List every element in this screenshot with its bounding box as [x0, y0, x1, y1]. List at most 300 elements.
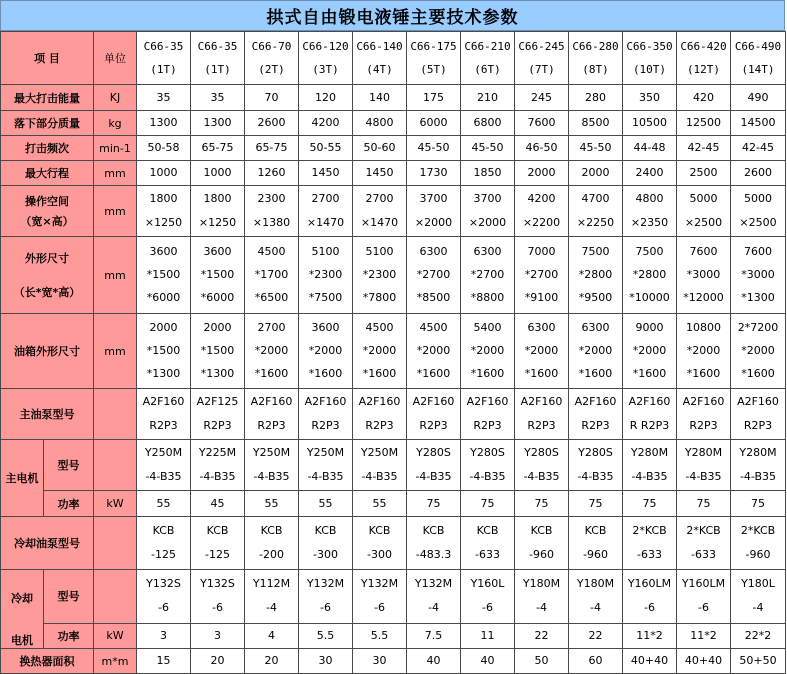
- row-label-line: （长*宽*高）: [13, 286, 81, 299]
- cell-line: Y160L: [470, 577, 505, 591]
- cell-line: 2700: [257, 321, 286, 334]
- cell-line: 7000: [527, 245, 556, 258]
- table-cell: [623, 570, 677, 624]
- table-cell: [569, 517, 623, 570]
- table-cell: 50-58: [137, 136, 191, 161]
- row-cool-motor-power: [1, 623, 786, 648]
- cell-line: *2800: [632, 268, 667, 281]
- table-cell: [515, 517, 569, 570]
- table-cell: [245, 314, 299, 389]
- table-cell: 2600: [731, 161, 786, 186]
- row-motor-power: [1, 491, 786, 517]
- cell-line: -4-B35: [469, 470, 506, 483]
- table-cell: [407, 237, 461, 314]
- cell-line: *3000: [686, 268, 721, 281]
- cell-line: Y160LM: [681, 577, 726, 591]
- row-cool-motor-model: [1, 570, 786, 624]
- cool-motor-group-label: [1, 570, 44, 649]
- table-cell: [731, 389, 786, 440]
- cell-line: -300: [313, 548, 338, 561]
- cell-line: -6: [158, 601, 169, 615]
- model-name: C66-35: [197, 40, 238, 53]
- row-label: [1, 186, 94, 237]
- cell-line: -6: [644, 601, 655, 615]
- cell-line: Y132M: [414, 577, 453, 591]
- cell-line: *1600: [308, 367, 343, 380]
- table-cell: 65-75: [245, 136, 299, 161]
- model-header: [461, 32, 515, 85]
- row-unit: m*m: [94, 649, 137, 674]
- table-cell: [407, 389, 461, 440]
- cell-line: *6000: [146, 291, 181, 304]
- row-freq: [1, 136, 786, 161]
- cell-line: A2F160: [358, 395, 401, 408]
- table-cell: 1850: [461, 161, 515, 186]
- cell-line: *1500: [146, 268, 181, 281]
- cell-line: R2P3: [365, 419, 394, 432]
- table-cell: 4200: [299, 111, 353, 136]
- table-cell: [407, 440, 461, 491]
- cell-line: *1600: [416, 367, 451, 380]
- table-cell: 75: [515, 491, 569, 517]
- cell-line: *2000: [632, 344, 667, 357]
- model-header: [569, 32, 623, 85]
- table-cell: 4800: [353, 111, 407, 136]
- cell-line: *2000: [686, 344, 721, 357]
- table-cell: 1450: [353, 161, 407, 186]
- model-header: [515, 32, 569, 85]
- row-dims: [1, 237, 786, 314]
- cell-line: 5000: [744, 192, 772, 205]
- cell-line: 4200: [527, 192, 556, 205]
- item-header: 项 目: [1, 32, 94, 85]
- table-cell: [677, 570, 731, 624]
- table-cell: 42-45: [731, 136, 786, 161]
- cell-line: *1300: [200, 367, 235, 380]
- cell-line: -4-B35: [199, 470, 236, 483]
- table-cell: [245, 237, 299, 314]
- table-cell: [245, 186, 299, 237]
- row-pump: [1, 389, 786, 440]
- row-stroke: [1, 161, 786, 186]
- model-header: [191, 32, 245, 85]
- table-cell: [137, 186, 191, 237]
- table-cell: [137, 237, 191, 314]
- cell-line: 6300: [419, 245, 448, 258]
- cell-line: 5100: [311, 245, 340, 258]
- table-cell: 2600: [245, 111, 299, 136]
- table-cell: 42-45: [677, 136, 731, 161]
- header-row: [1, 32, 786, 85]
- cell-line: *8800: [470, 291, 505, 304]
- table-cell: [623, 440, 677, 491]
- group-label-bottom: 电机: [11, 634, 33, 647]
- table-cell: [677, 517, 731, 570]
- table-cell: [515, 440, 569, 491]
- table-cell: 490: [731, 85, 786, 111]
- model-name: C66-120: [302, 40, 349, 53]
- table-cell: [299, 440, 353, 491]
- cell-line: *2700: [416, 268, 451, 281]
- table-cell: 7600: [515, 111, 569, 136]
- row-motor-model: [1, 440, 786, 491]
- table-cell: [515, 237, 569, 314]
- cell-line: 3700: [473, 192, 502, 205]
- cell-line: A2F160: [412, 395, 455, 408]
- cell-line: 2700: [311, 192, 340, 205]
- table-cell: [677, 186, 731, 237]
- cell-line: *12000: [683, 291, 724, 304]
- model-header: [407, 32, 461, 85]
- cell-line: Y180L: [741, 577, 775, 591]
- row-label: 最大打击能量: [1, 85, 94, 111]
- cell-line: 2000: [149, 321, 178, 334]
- row-mass: [1, 111, 786, 136]
- model-tonnage: (1T): [150, 63, 177, 76]
- cell-line: A2F160: [250, 395, 293, 408]
- cell-line: A2F160: [628, 395, 671, 408]
- table-cell: 50+50: [731, 649, 786, 674]
- table-cell: 50-60: [353, 136, 407, 161]
- cell-line: 4700: [581, 192, 610, 205]
- cell-line: 10800: [686, 321, 721, 334]
- cell-line: 2300: [257, 192, 286, 205]
- table-cell: 1300: [191, 111, 245, 136]
- cell-line: A2F160: [142, 395, 185, 408]
- unit-header: 单位: [94, 32, 137, 85]
- cell-line: A2F125: [196, 395, 239, 408]
- table-cell: 1450: [299, 161, 353, 186]
- table-cell: 120: [299, 85, 353, 111]
- table-cell: 6000: [407, 111, 461, 136]
- cell-line: Y180M: [522, 577, 561, 591]
- cell-line: -4: [752, 601, 764, 615]
- cell-line: *1500: [146, 344, 181, 357]
- table-cell: [461, 570, 515, 624]
- cell-line: ×1470: [306, 216, 345, 229]
- table-cell: 11*2: [623, 623, 677, 648]
- cell-line: -4: [536, 601, 547, 615]
- cell-line: *1300: [741, 291, 775, 304]
- table-cell: 210: [461, 85, 515, 111]
- table-cell: [353, 389, 407, 440]
- table-cell: 44-48: [623, 136, 677, 161]
- table-cell: 22: [569, 623, 623, 648]
- cell-line: -960: [529, 548, 554, 561]
- cell-line: -4-B35: [577, 470, 614, 483]
- row-space: [1, 186, 786, 237]
- table-cell: 75: [623, 491, 677, 517]
- cell-line: KCB: [476, 524, 499, 537]
- table-cell: [353, 314, 407, 389]
- cell-line: *1500: [200, 268, 235, 281]
- cell-line: ×1470: [360, 216, 399, 229]
- row-label: 最大行程: [1, 161, 94, 186]
- cool-motor-model-label: 型号: [44, 570, 94, 624]
- cell-line: *2800: [578, 268, 613, 281]
- table-cell: 75: [407, 491, 461, 517]
- cell-line: ×2000: [414, 216, 453, 229]
- cell-line: *2000: [578, 344, 613, 357]
- table-cell: [407, 517, 461, 570]
- row-unit: kW: [94, 491, 137, 517]
- cell-line: Y112M: [252, 577, 291, 591]
- cell-line: *2000: [741, 344, 775, 357]
- table-cell: 45-50: [569, 136, 623, 161]
- table-cell: [515, 314, 569, 389]
- table-cell: [731, 314, 786, 389]
- cell-line: -6: [374, 601, 385, 615]
- table-cell: 55: [299, 491, 353, 517]
- table-cell: [677, 314, 731, 389]
- table-cell: [299, 517, 353, 570]
- cell-line: -200: [259, 548, 284, 561]
- model-tonnage: (7T): [528, 63, 555, 76]
- cell-line: 3600: [149, 245, 178, 258]
- cell-line: 2*KCB: [632, 524, 667, 537]
- cell-line: KCB: [422, 524, 445, 537]
- table-cell: [299, 314, 353, 389]
- table-cell: 1260: [245, 161, 299, 186]
- table-cell: 14500: [731, 111, 786, 136]
- cell-line: *1500: [200, 344, 235, 357]
- table-cell: 3: [137, 623, 191, 648]
- row-unit: mm: [94, 314, 137, 389]
- row-label-line: （宽×高）: [20, 215, 74, 228]
- cell-line: 5000: [689, 192, 718, 205]
- table-cell: [461, 440, 515, 491]
- table-cell: [623, 389, 677, 440]
- motor-model-label: 型号: [44, 440, 94, 491]
- model-name: C66-245: [518, 40, 565, 53]
- row-label: [1, 237, 94, 314]
- row-label: 换热器面积: [1, 649, 94, 674]
- cell-line: R2P3: [689, 419, 718, 432]
- table-cell: [569, 440, 623, 491]
- table-cell: [623, 237, 677, 314]
- cell-line: -4-B35: [361, 470, 398, 483]
- cell-line: -4-B35: [145, 470, 182, 483]
- row-label: 冷却油泵型号: [1, 517, 94, 570]
- cell-line: Y250M: [144, 446, 183, 459]
- cell-line: 1800: [149, 192, 178, 205]
- cell-line: Y180M: [576, 577, 615, 591]
- table-cell: [461, 389, 515, 440]
- table-cell: 5.5: [299, 623, 353, 648]
- cell-line: -483.3: [415, 548, 452, 561]
- cell-line: *1700: [254, 268, 289, 281]
- row-unit: mm: [94, 186, 137, 237]
- model-header: [245, 32, 299, 85]
- table-cell: 12500: [677, 111, 731, 136]
- cell-line: ×1250: [144, 216, 183, 229]
- model-header: [353, 32, 407, 85]
- model-header: [623, 32, 677, 85]
- cell-line: ×2500: [684, 216, 723, 229]
- table-cell: 4: [245, 623, 299, 648]
- cell-line: -4-B35: [631, 470, 668, 483]
- cell-line: *10000: [629, 291, 670, 304]
- model-name: C66-210: [464, 40, 511, 53]
- model-header: [137, 32, 191, 85]
- model-tonnage: (2T): [258, 63, 285, 76]
- cell-line: R2P3: [257, 419, 286, 432]
- row-unit: kg: [94, 111, 137, 136]
- table-cell: 1000: [137, 161, 191, 186]
- row-unit: [94, 517, 137, 570]
- cell-line: -633: [475, 548, 500, 561]
- cell-line: 6300: [581, 321, 610, 334]
- cell-line: *2000: [308, 344, 343, 357]
- cell-line: *1600: [254, 367, 289, 380]
- cell-line: *2700: [524, 268, 559, 281]
- table-cell: [569, 186, 623, 237]
- table-cell: [353, 570, 407, 624]
- cell-line: 5400: [473, 321, 502, 334]
- table-cell: [623, 314, 677, 389]
- cell-line: R2P3: [743, 419, 773, 432]
- table-cell: [137, 517, 191, 570]
- cell-line: Y280M: [684, 446, 723, 459]
- cell-line: ×2500: [739, 216, 777, 229]
- cell-line: Y280S: [416, 446, 451, 459]
- cell-line: -633: [637, 548, 662, 561]
- table-cell: 350: [623, 85, 677, 111]
- cell-line: *2300: [308, 268, 343, 281]
- table-cell: 2000: [515, 161, 569, 186]
- cell-line: 2*KCB: [686, 524, 721, 537]
- cell-line: KCB: [368, 524, 391, 537]
- cell-line: Y160LM: [627, 577, 672, 591]
- cell-line: -960: [583, 548, 608, 561]
- table-cell: 1730: [407, 161, 461, 186]
- row-unit: [94, 440, 137, 491]
- cell-line: *2000: [524, 344, 559, 357]
- cell-line: -4-B35: [307, 470, 344, 483]
- model-header: [731, 32, 786, 85]
- row-tank: [1, 314, 786, 389]
- table-cell: 11: [461, 623, 515, 648]
- table-cell: 75: [731, 491, 786, 517]
- cell-line: KCB: [206, 524, 229, 537]
- cell-line: Y280M: [739, 446, 777, 459]
- cell-line: Y280S: [578, 446, 613, 459]
- table-cell: 35: [137, 85, 191, 111]
- cell-line: 3600: [203, 245, 232, 258]
- table-cell: 40+40: [623, 649, 677, 674]
- table-cell: [407, 314, 461, 389]
- cell-line: *1600: [632, 367, 667, 380]
- cell-line: *1600: [362, 367, 397, 380]
- row-label: 主油泵型号: [1, 389, 94, 440]
- table-cell: 55: [137, 491, 191, 517]
- cell-line: *1600: [578, 367, 613, 380]
- cell-line: -4-B35: [253, 470, 290, 483]
- cell-line: 4500: [257, 245, 286, 258]
- table-cell: [731, 517, 786, 570]
- cell-line: -4: [428, 601, 439, 615]
- table-cell: 75: [461, 491, 515, 517]
- row-unit: min-1: [94, 136, 137, 161]
- row-hx: [1, 649, 786, 674]
- cell-line: 3700: [419, 192, 448, 205]
- table-cell: [569, 237, 623, 314]
- model-name: C66-35: [143, 40, 184, 53]
- cell-line: -4: [266, 601, 277, 615]
- model-tonnage: (5T): [420, 63, 447, 76]
- cell-line: -125: [151, 548, 176, 561]
- cell-line: 4500: [365, 321, 394, 334]
- cell-line: *1300: [146, 367, 181, 380]
- table-cell: 175: [407, 85, 461, 111]
- table-cell: [353, 237, 407, 314]
- cell-line: R2P3: [527, 419, 556, 432]
- cell-line: -4-B35: [523, 470, 560, 483]
- cell-line: *2000: [362, 344, 397, 357]
- cell-line: KCB: [152, 524, 175, 537]
- cell-line: A2F160: [682, 395, 725, 408]
- table-cell: 70: [245, 85, 299, 111]
- table-cell: [299, 570, 353, 624]
- cell-line: ×1380: [252, 216, 291, 229]
- model-name: C66-70: [251, 40, 292, 53]
- row-unit: mm: [94, 237, 137, 314]
- table-cell: [191, 389, 245, 440]
- cell-line: R2P3: [473, 419, 502, 432]
- cell-line: 6300: [527, 321, 556, 334]
- cell-line: R R2P3: [629, 419, 670, 432]
- cell-line: -4-B35: [739, 470, 777, 483]
- model-tonnage: (14T): [741, 63, 775, 76]
- row-label-line: 外形尺寸: [25, 252, 69, 265]
- table-cell: 2500: [677, 161, 731, 186]
- cell-line: A2F160: [304, 395, 347, 408]
- cell-line: *1600: [524, 367, 559, 380]
- row-label-line: 操作空间: [25, 195, 69, 208]
- cell-line: KCB: [314, 524, 337, 537]
- model-name: C66-140: [356, 40, 403, 53]
- table-cell: [191, 570, 245, 624]
- cell-line: A2F160: [574, 395, 617, 408]
- cell-line: ×2250: [576, 216, 615, 229]
- cell-line: R2P3: [581, 419, 610, 432]
- group-label-top: 冷却: [11, 592, 33, 605]
- table-cell: [353, 517, 407, 570]
- cell-line: KCB: [260, 524, 283, 537]
- table-cell: [191, 314, 245, 389]
- cell-line: 7600: [744, 245, 772, 258]
- cell-line: -960: [745, 548, 771, 561]
- table-cell: 50: [515, 649, 569, 674]
- table-cell: 1300: [137, 111, 191, 136]
- table-cell: 45-50: [461, 136, 515, 161]
- cell-line: A2F160: [520, 395, 563, 408]
- table-cell: 420: [677, 85, 731, 111]
- spec-table: [0, 31, 786, 674]
- model-tonnage: (4T): [366, 63, 393, 76]
- row-label: 打击频次: [1, 136, 94, 161]
- table-cell: [569, 570, 623, 624]
- table-cell: [137, 570, 191, 624]
- cell-line: Y132M: [360, 577, 399, 591]
- table-cell: [137, 389, 191, 440]
- table-cell: [677, 237, 731, 314]
- cell-line: Y132S: [200, 577, 235, 591]
- cell-line: 2700: [365, 192, 394, 205]
- model-name: C66-420: [680, 40, 727, 53]
- table-cell: [461, 314, 515, 389]
- model-tonnage: (8T): [582, 63, 609, 76]
